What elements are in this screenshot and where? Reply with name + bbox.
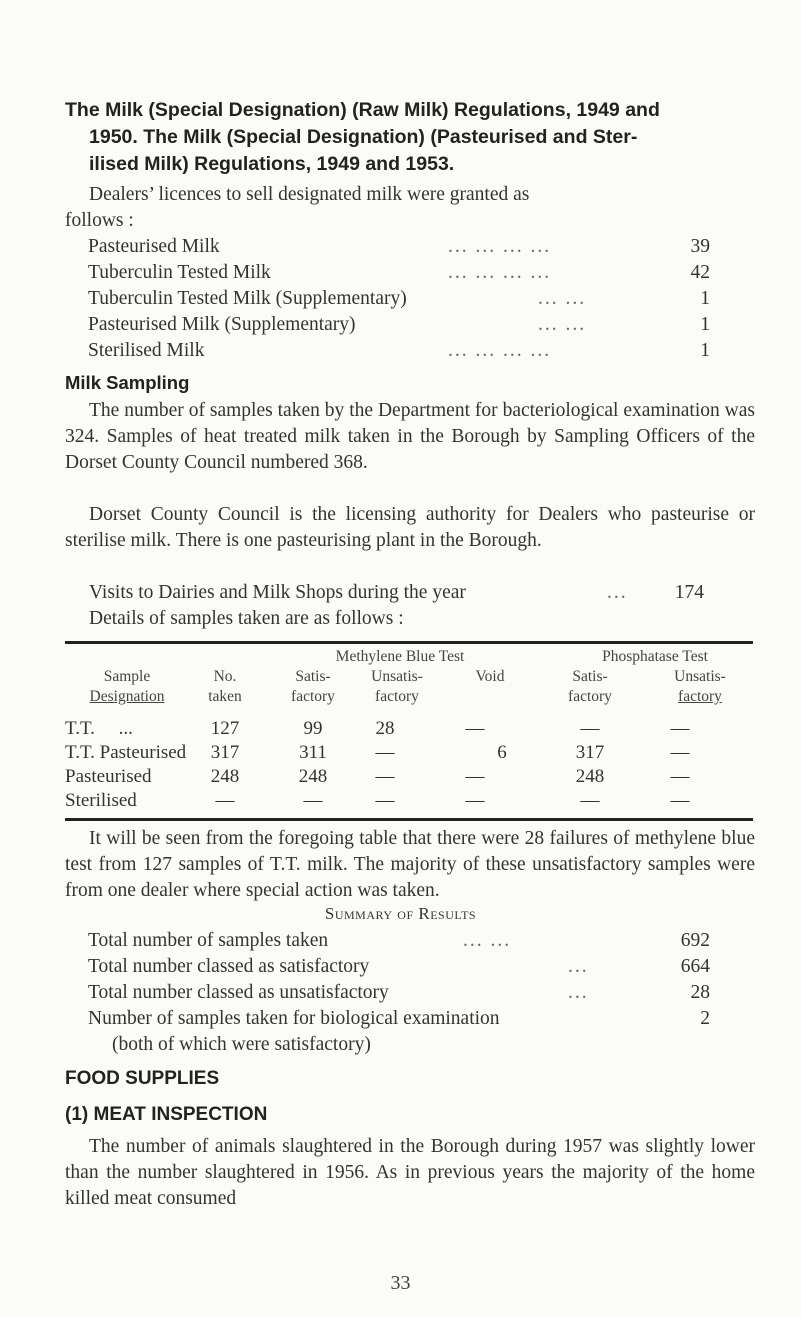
- cell-ph-unsatisfactory: —: [670, 766, 690, 787]
- leader-dots: ...: [607, 582, 628, 603]
- cell-void: —: [465, 790, 485, 811]
- cell-ph-satisfactory: 248: [575, 766, 605, 787]
- cell-designation: Sterilised: [65, 790, 137, 811]
- visits-label: Visits to Dairies and Milk Shops during the year: [89, 582, 466, 603]
- summary-label: Total number classed as satisfactory: [88, 956, 370, 977]
- col-header-mb-sat-line-2: factory: [291, 688, 335, 705]
- table-commentary: It will be seen from the foregoing table that there were 28 failures of methylene blue test from 127 samples of T.T. milk. The majority of these unsatisfactory samples were from one dealer where special action was taken.: [65, 828, 755, 901]
- col-header-sample: [72, 667, 182, 707]
- cell-mb-unsatisfactory: —: [375, 766, 395, 787]
- licence-count: 39: [690, 236, 710, 257]
- col-header-no-taken: [190, 667, 260, 707]
- cell-ph-unsatisfactory: —: [670, 718, 690, 739]
- col-header-ph-sat-line-2: factory: [568, 688, 612, 705]
- summary-value: 28: [690, 982, 710, 1003]
- licences-intro-line-2: follows :: [65, 210, 134, 231]
- licence-label: Pasteurised Milk (Supplementary): [88, 314, 356, 335]
- cell-ph-satisfactory: 317: [575, 742, 605, 763]
- summary-value: 664: [680, 956, 710, 977]
- licences-intro: [65, 182, 755, 208]
- regulations-heading-line-1: The Milk (Special Designation) (Raw Milk) Regulations, 1949 and: [65, 99, 660, 121]
- cell-designation: Pasteurised: [65, 766, 152, 787]
- cell-mb-unsatisfactory: —: [375, 790, 395, 811]
- food-supplies-heading: FOOD SUPPLIES: [65, 1068, 220, 1089]
- leader-dots: ... ...: [538, 314, 587, 335]
- col-header-mb-satisfactory: [278, 667, 348, 707]
- cell-no-taken: —: [215, 790, 235, 811]
- table-bottom-rule: [65, 818, 753, 821]
- licence-label: Pasteurised Milk: [88, 236, 220, 257]
- cell-void: —: [465, 766, 485, 787]
- col-header-sample-line-1: Sample: [103, 668, 151, 685]
- col-header-sample-line-2: Designation: [89, 688, 165, 705]
- col-header-no-line-2: taken: [208, 688, 242, 705]
- col-header-void: Void: [475, 668, 505, 685]
- leader-dots: ...: [568, 956, 589, 977]
- visits-count: 174: [674, 582, 704, 603]
- cell-mb-unsatisfactory: 28: [375, 718, 395, 739]
- summary-label: Total number of samples taken: [88, 930, 329, 951]
- summary-heading: Summary of Results: [324, 904, 477, 923]
- summary-note: (both of which were satisfactory): [112, 1034, 371, 1055]
- cell-designation: T.T. ...: [65, 718, 133, 739]
- details-intro: Details of samples taken are as follows :: [89, 608, 404, 629]
- summary-value: 2: [700, 1008, 710, 1029]
- meat-inspection-heading: (1) MEAT INSPECTION: [65, 1104, 268, 1125]
- licence-count: 42: [690, 262, 710, 283]
- cell-mb-unsatisfactory: —: [375, 742, 395, 763]
- regulations-heading-line-3: ilised Milk) Regulations, 1949 and 1953.: [89, 153, 455, 175]
- licence-count: 1: [700, 314, 710, 335]
- cell-no-taken: 248: [210, 766, 240, 787]
- cell-mb-satisfactory: 311: [299, 742, 327, 763]
- table-top-rule: [65, 641, 753, 644]
- milk-sampling-paragraph-2: Dorset County Council is the licensing authority for Dealers who pasteurise or sterilise milk. There is one pasteurising plant in the Borough.: [65, 504, 755, 551]
- licence-count: 1: [700, 340, 710, 361]
- regulations-heading-line-2: 1950. The Milk (Special Designation) (Pasteurised and Ster-: [89, 126, 638, 148]
- cell-mb-satisfactory: 248: [298, 766, 328, 787]
- cell-void: 6: [497, 742, 507, 763]
- licence-label: Sterilised Milk: [88, 340, 205, 361]
- cell-ph-unsatisfactory: —: [670, 790, 690, 811]
- cell-ph-satisfactory: —: [580, 790, 600, 811]
- leader-dots: ... ... ... ...: [448, 340, 552, 361]
- col-header-ph-unsat-line-2: factory: [678, 688, 722, 705]
- col-header-ph-unsat-line-1: Unsatis-: [674, 668, 726, 685]
- col-header-ph-satisfactory: [555, 667, 625, 707]
- summary-label: Number of samples taken for biological examination: [88, 1008, 500, 1029]
- col-header-no-line-1: No.: [213, 668, 237, 685]
- cell-mb-satisfactory: —: [303, 790, 323, 811]
- page-number: 33: [390, 1272, 411, 1294]
- leader-dots: ...: [568, 982, 589, 1003]
- cell-no-taken: 127: [210, 718, 240, 739]
- methylene-group-header: Methylene Blue Test: [335, 648, 465, 665]
- milk-sampling-paragraph-1: The number of samples taken by the Department for bacteriological examination was 324. Samples of heat treated milk taken in the Borough by Sampling Officers of the Dorset County Council numbered 368.: [65, 400, 755, 473]
- licences-intro-line-1: Dealers’ licences to sell designated milk were granted as: [89, 184, 530, 205]
- cell-mb-satisfactory: 99: [303, 718, 323, 739]
- col-header-ph-sat-line-1: Satis-: [572, 668, 608, 685]
- col-header-ph-unsatisfactory: [645, 667, 755, 707]
- leader-dots: ... ...: [463, 930, 512, 951]
- meat-inspection-paragraph: The number of animals slaughtered in the Borough during 1957 was slightly lower than the number slaughtered in 1956. As in previous years the majority of the home killed meat consumed: [65, 1136, 755, 1209]
- milk-sampling-heading: Milk Sampling: [65, 372, 190, 393]
- licence-label: Tuberculin Tested Milk (Supplementary): [88, 288, 407, 309]
- leader-dots: ... ... ... ...: [448, 262, 552, 283]
- leader-dots: ... ...: [538, 288, 587, 309]
- col-header-mb-sat-line-1: Satis-: [295, 668, 331, 685]
- cell-ph-satisfactory: —: [580, 718, 600, 739]
- cell-no-taken: 317: [210, 742, 240, 763]
- leader-dots: ... ... ... ...: [448, 236, 552, 257]
- summary-value: 692: [680, 930, 710, 951]
- cell-designation: T.T. Pasteurised: [65, 742, 187, 763]
- licence-label: Tuberculin Tested Milk: [88, 262, 271, 283]
- phosphatase-group-header: Phosphatase Test: [602, 648, 708, 665]
- regulations-heading: [65, 97, 745, 178]
- col-header-mb-unsatisfactory: [357, 667, 437, 707]
- col-header-mb-unsat-line-1: Unsatis-: [371, 668, 423, 685]
- col-header-mb-unsat-line-2: factory: [375, 688, 419, 705]
- licence-count: 1: [700, 288, 710, 309]
- cell-ph-unsatisfactory: —: [670, 742, 690, 763]
- summary-label: Total number classed as unsatisfactory: [88, 982, 389, 1003]
- cell-void: —: [465, 718, 485, 739]
